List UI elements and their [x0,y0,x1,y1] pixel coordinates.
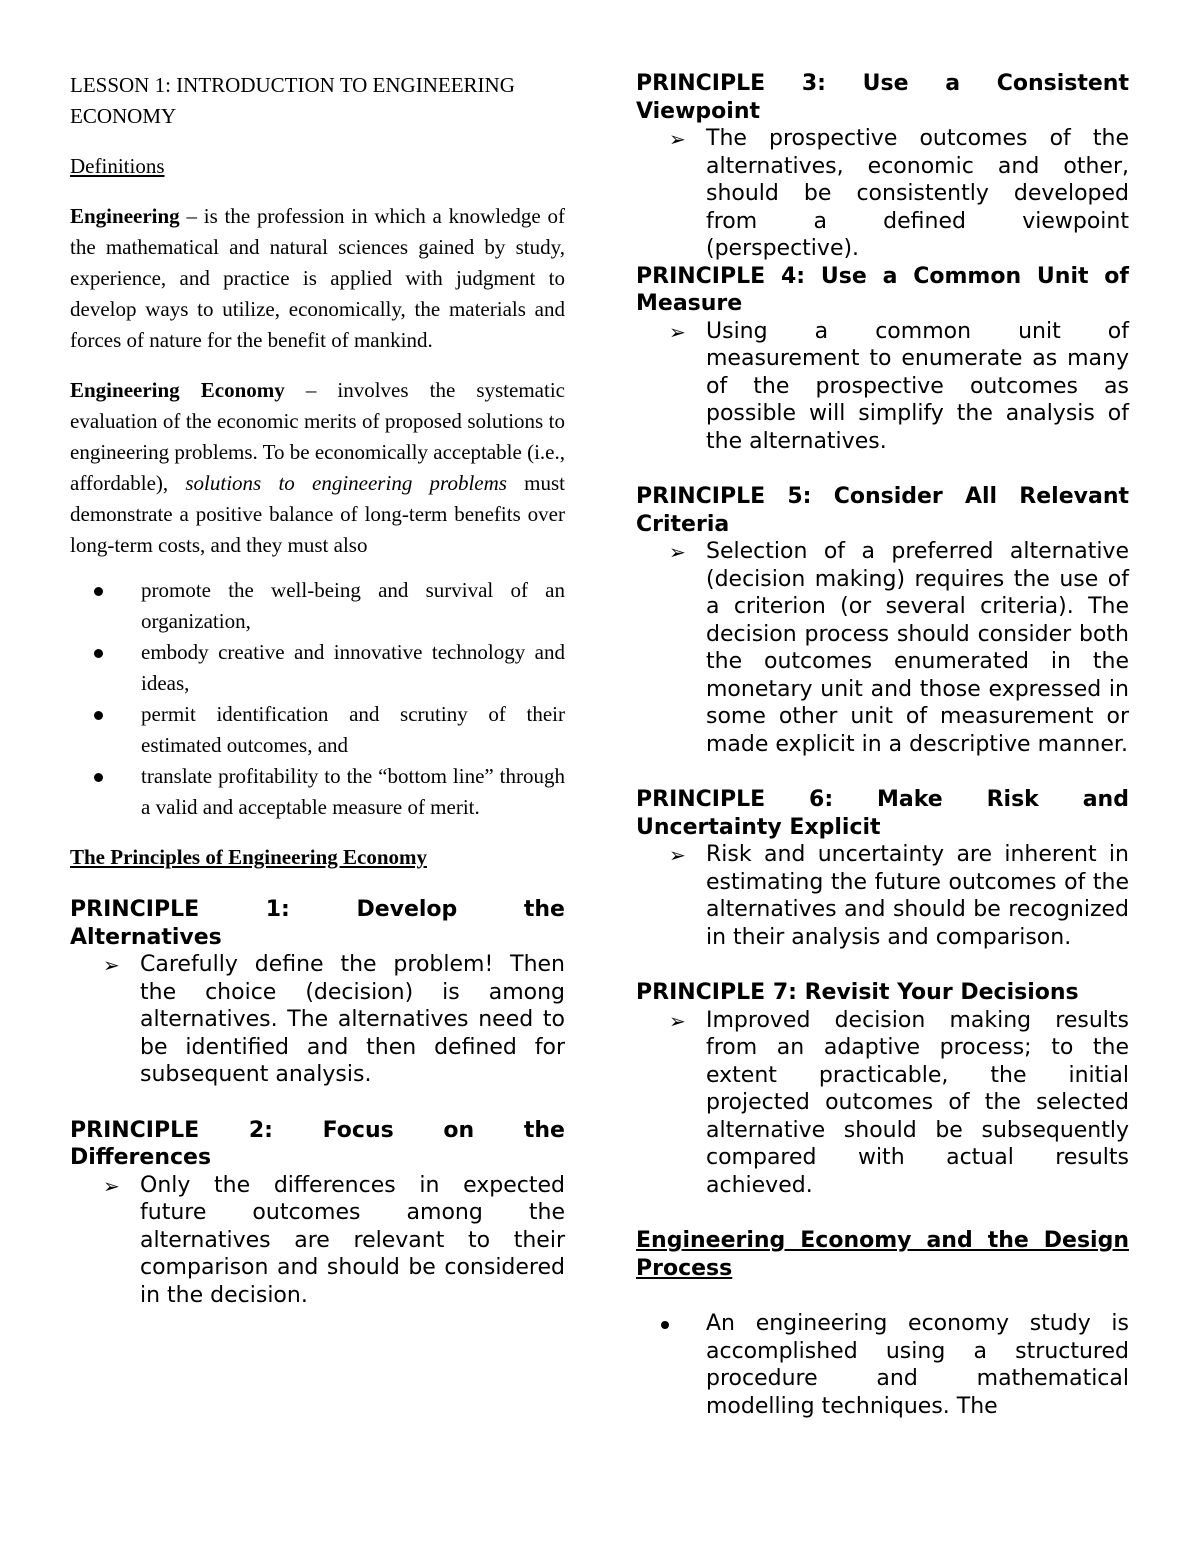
principle-6-text: ➢ Risk and uncertainty are inherent in estimating the future outcomes of the alternatives and should be recognized in their analysis and comparison. [669,842,1129,950]
arrow-bullet-icon: ➢ [669,319,686,344]
engineering-term: Engineering [70,204,180,228]
principle-7 [636,979,1129,1199]
principle-2-title-line2: Differences [70,1145,212,1170]
definitions-heading: Definitions [70,154,165,178]
bullet-icon [94,649,103,658]
ee-def-part1: – involves the systematic evaluation of the economic merits of proposed solutions to engineering problems. To be economically acceptable (i.e., affordable), [70,378,565,495]
bullet-icon [94,711,103,720]
list-item: promote the well-being and survival of an organization, [70,575,565,637]
arrow-bullet-icon: ➢ [103,953,120,977]
engineering-definition [70,201,565,356]
principle-6-title: PRINCIPLE 6: Make Risk and [636,787,1129,812]
principles-heading: The Principles of Engineering Economy [70,845,427,869]
arrow-bullet-icon: ➢ [669,540,686,564]
principle-4-text: ➢ Using a common unit of measurement to enumerate as many of the prospective outcomes as possible will simplify the analysis of the alternatives. [669,318,1129,454]
principle-1-title-line2: Alternatives [70,924,222,950]
principle-3 [636,70,1129,263]
principle-2-title: PRINCIPLE 2: Focus on the [70,1117,565,1143]
list-item: permit identification and scrutiny of their estimated outcomes, and [70,699,565,761]
principle-7-text: ➢ Improved decision making results from an adaptive process; to the extent practicable, the initial projected outcomes of the selected alternative should be subsequently compared with actual results achieved. [669,1007,1129,1198]
design-bullet-list [636,1310,1129,1420]
arrow-bullet-icon: ➢ [669,843,686,867]
bullet-icon [661,1321,669,1329]
principle-4-title: PRINCIPLE 4: Use a Common Unit of Measure [636,263,1129,316]
right-column [636,70,1129,1420]
arrow-bullet-icon: ➢ [103,1173,120,1198]
principle-6-title-line2: Uncertainty Explicit [636,814,881,840]
ee-term: Engineering Economy [70,378,285,402]
lesson-title: LESSON 1: INTRODUCTION TO ENGINEERING ECONOMY [70,73,515,128]
principle-6 [636,786,1129,951]
principle-5-title: PRINCIPLE 5: Consider All Relevant Criteria [636,484,1129,537]
ee-def-italic: solutions to engineering problems [185,471,507,495]
principle-3-title: PRINCIPLE 3: Use a Consistent [636,71,1129,96]
ee-def-part2: must demonstrate a positive balance of long-term benefits over long-term costs, and they must also [70,471,566,557]
ee-bullet-list [70,575,565,823]
principle-3-text: ➢ The prospective outcomes of the alternatives, economic and other, should be consistently developed from a defined viewpoint (perspective). [669,126,1129,261]
list-item: An engineering economy study is accomplished using a structured procedure and mathematical modelling techniques. The [636,1310,1129,1420]
engineering-economy-definition [70,375,565,561]
principle-2 [70,1117,565,1310]
bullet-icon [94,587,103,596]
principle-5 [636,483,1129,758]
list-item: translate profitability to the “bottom line” through a valid and acceptable measure of merit. [70,761,565,823]
principle-2-text: ➢ Only the differences in expected future outcomes among the alternatives are relevant to their comparison and should be considered in the decision. [103,1172,565,1308]
principle-5-text: ➢ Selection of a preferred alternative (decision making) requires the use of a criterion (or several criteria). The decision process should consider both the outcomes enumerated in the monetary unit and those expressed in some other unit of measurement or made explicit in a descriptive manner. [669,539,1129,757]
principle-1-title: PRINCIPLE 1: Develop the [70,897,565,922]
arrow-bullet-icon: ➢ [669,127,686,151]
principle-3-title-line2: Viewpoint [636,98,761,124]
principle-1 [70,896,565,1089]
bullet-icon [94,773,103,782]
engineering-def-text: – is the profession in which a knowledge of the mathematical and natural sciences gained by study, experience, and practice is applied with judgment to develop ways to utilize, economically, the materials and forces of nature for the benefit of mankind. [70,204,565,352]
principle-1-text: ➢ Carefully define the problem! Then the choice (decision) is among alternatives. The alternatives need to be identified and then defined for subsequent analysis. [103,952,565,1087]
list-item: embody creative and innovative technology and ideas, [70,637,565,699]
left-column [70,70,565,1309]
principle-7-title: PRINCIPLE 7: Revisit Your Decisions [636,980,1079,1005]
principle-4 [636,263,1129,456]
design-heading: Engineering Economy and the Design Process [636,1228,1129,1281]
arrow-bullet-icon: ➢ [669,1008,686,1033]
